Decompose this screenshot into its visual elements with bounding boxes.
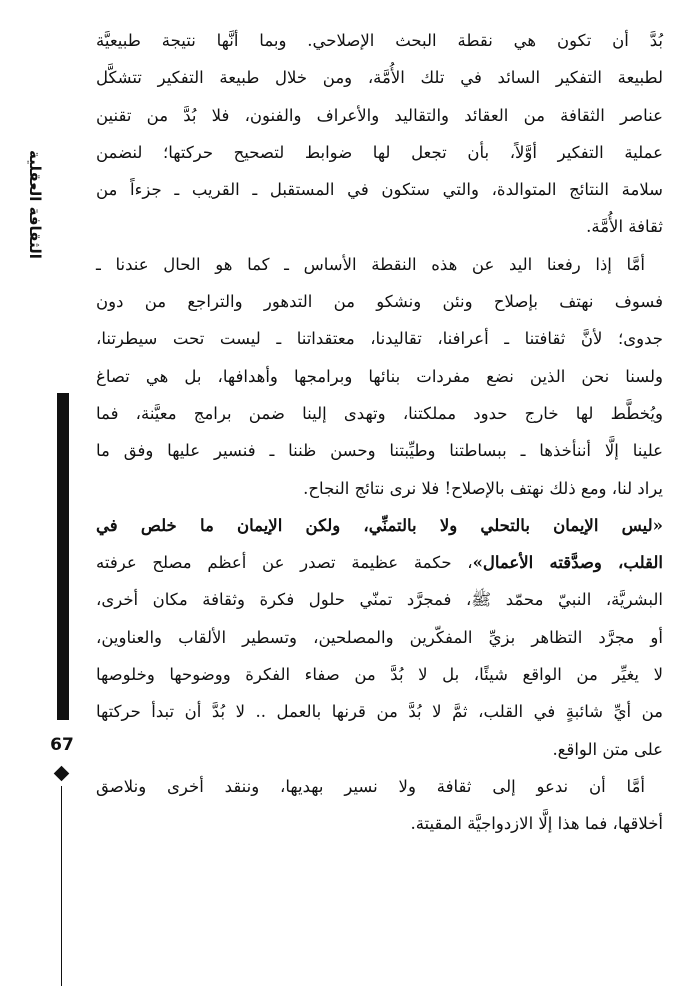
text-line: البشريَّة، النبيّ محمّد ﷺ، فمجرَّد تمنّي حلول فكرة وثقافة مكان أخرى، xyxy=(96,590,663,610)
text-line: فسوف نهتف بإصلاح ونئن ونشكو من التدهور والتراجع من دون xyxy=(96,292,663,312)
text-line xyxy=(96,544,663,581)
text-line: سلامة النتائج المتوالدة، والتي ستكون في المستقبل ـ القريب ـ جزءاً من xyxy=(96,180,663,200)
margin-bar xyxy=(57,393,69,720)
text-line: أخلاقها، فما هذا إلَّا الازدواجيَّة المقيتة. xyxy=(410,814,663,834)
text-line: عناصر الثقافة من العقائد والتقاليد والأعراف والفنون، فلا بُدَّ من تقنين xyxy=(96,105,663,125)
text-line: ثقافة الأُمَّة. xyxy=(586,217,663,237)
running-title: الثقافة العقلية xyxy=(26,150,44,259)
margin-rule xyxy=(61,786,62,986)
text-line: جدوى؛ لأنَّ ثقافتنا ـ أعرافنا، تقاليدنا، معتقداتنا ـ ليست تحت سيطرتنا، xyxy=(96,329,663,349)
diamond-ornament-icon xyxy=(54,766,70,782)
text-line: عملية التفكير أوَّلاً، بأن تجعل لها ضوابط لتصحيح حركتها؛ لنضمن xyxy=(96,142,663,162)
paragraph-4 xyxy=(96,768,663,843)
text-line: ولسنا نحن الذين نضع مفردات بنائها وبرامجها وأهدافها، بل هي تصاغ xyxy=(96,366,663,386)
page-number: 67 xyxy=(50,735,74,755)
quote-line: «ليس الإيمان بالتحلي ولا بالتمنِّي، ولكن الإيمان ما خلص في xyxy=(96,515,663,535)
text-line: على متن الواقع. xyxy=(552,739,663,759)
text-line: ويُخطَّط لها خارج حدود مملكتنا، وتهدى إلينا ضمن برامج معيَّنة، فما xyxy=(96,403,663,423)
text-line: أمَّا أن ندعو إلى ثقافة ولا نسير بهديها، وننقد أخرى ونلاصق xyxy=(96,776,645,796)
text-line: لطبيعة التفكير السائد في تلك الأُمَّة، ومن خلال طبيعة التفكير تتشكَّل xyxy=(96,68,663,88)
text-line: من أيِّ شائبةٍ في القلب، ثمَّ لا بُدَّ من قرنها بالعمل .. لا بُدَّ أن تبدأ حركتها xyxy=(96,702,663,722)
quote-attribution: ، حكمة عظيمة تصدر عن أعظم مصلح عرفته xyxy=(96,553,473,573)
paragraph-3 xyxy=(96,507,663,768)
text-line: أو مجرَّد التظاهر بزيِّ المفكّرين والمصلحين، وتسطير الألقاب والعناوين، xyxy=(96,627,663,647)
text-line: لا يغيِّر من الواقع شيئًا، بل لا بُدَّ من صفاء الفكرة ووضوحها وخلوصها xyxy=(96,665,663,685)
text-line: أمَّا إذا رفعنا اليد عن هذه النقطة الأساس ـ كما هو الحال عندنا ـ xyxy=(96,254,645,274)
text-line: علينا إلَّا أننأخذها ـ ببساطتنا وطيِّبتنا وحسن ظننا ـ فنسير عليها وفق ما xyxy=(96,441,663,461)
quote-end: القلب، وصدَّقته الأعمال» xyxy=(472,553,663,573)
body-text xyxy=(96,22,663,843)
text-line: بُدَّ أن تكون هي نقطة البحث الإصلاحي. وبما أنَّها نتيجة طبيعيَّة xyxy=(96,31,663,50)
paragraph-2 xyxy=(96,246,663,507)
text-line: يراد لنا، ومع ذلك نهتف بالإصلاح! فلا نرى نتائج النجاح. xyxy=(303,478,663,498)
paragraph-1 xyxy=(96,22,663,246)
